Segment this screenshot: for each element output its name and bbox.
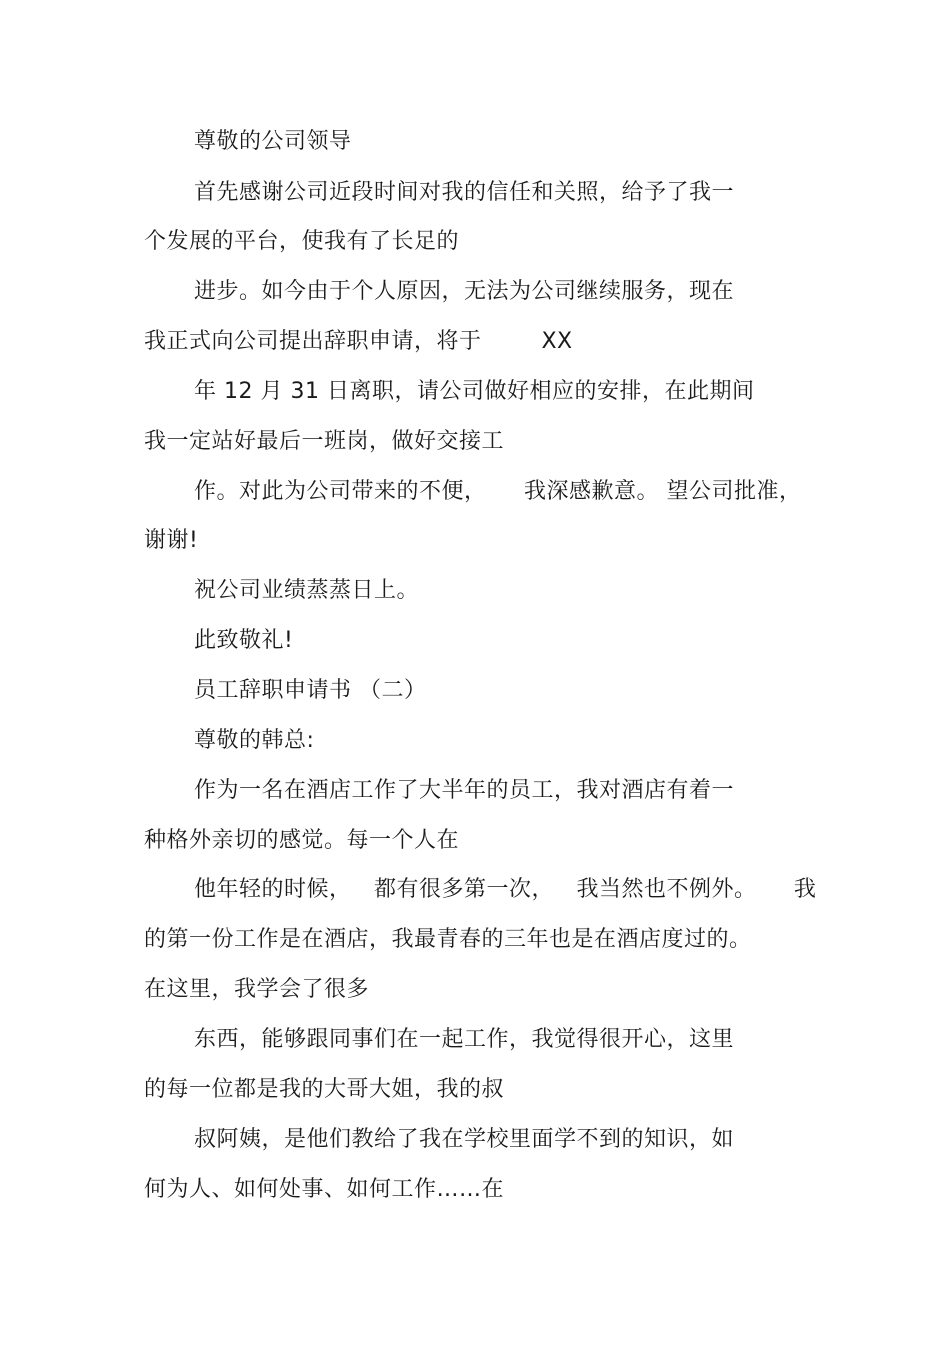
- paragraph-line: 叔阿姨，是他们教给了我在学校里面学不到的知识，如: [194, 1127, 735, 1152]
- paragraph-line: 何为人、如何处事、如何工作……在: [144, 1177, 505, 1202]
- closing-wish: 祝公司业绩蒸蒸日上。: [194, 578, 420, 603]
- salutation: 尊敬的韩总:: [194, 728, 315, 753]
- paragraph-line: 种格外亲切的感觉。每一个人在: [144, 828, 460, 853]
- paragraph-line: 个发展的平台，使我有了长足的: [144, 229, 460, 254]
- closing-salute: 此致敬礼!: [194, 628, 294, 653]
- paragraph-line: 进步。如今由于个人原因，无法为公司继续服务，现在: [194, 279, 735, 304]
- paragraph-line: 他年轻的时候， 都有很多第一次， 我当然也不例外。 我: [194, 877, 817, 902]
- paragraph-line: 谢谢!: [144, 528, 199, 553]
- salutation: 尊敬的公司领导: [194, 129, 352, 154]
- paragraph-line: 我正式向公司提出辞职申请，将于 XX: [144, 329, 573, 354]
- paragraph-line: 在这里，我学会了很多: [144, 977, 370, 1002]
- paragraph-line: 的每一位都是我的大哥大姐，我的叔: [144, 1077, 505, 1102]
- paragraph-line: 作。对此为公司带来的不便， 我深感歉意。 望公司批准，: [194, 479, 802, 504]
- paragraph-line: 首先感谢公司近段时间对我的信任和关照，给予了我一: [194, 180, 735, 205]
- section-title: 员工辞职申请书 （二）: [194, 678, 427, 703]
- paragraph-line: 的第一份工作是在酒店，我最青春的三年也是在酒店度过的。: [144, 927, 752, 952]
- paragraph-line: 我一定站好最后一班岗，做好交接工: [144, 429, 505, 454]
- paragraph-line: 作为一名在酒店工作了大半年的员工，我对酒店有着一: [194, 778, 735, 803]
- paragraph-line: 年 12 月 31 日离职，请公司做好相应的安排，在此期间: [194, 379, 755, 404]
- paragraph-line: 东西，能够跟同事们在一起工作，我觉得很开心，这里: [194, 1027, 735, 1052]
